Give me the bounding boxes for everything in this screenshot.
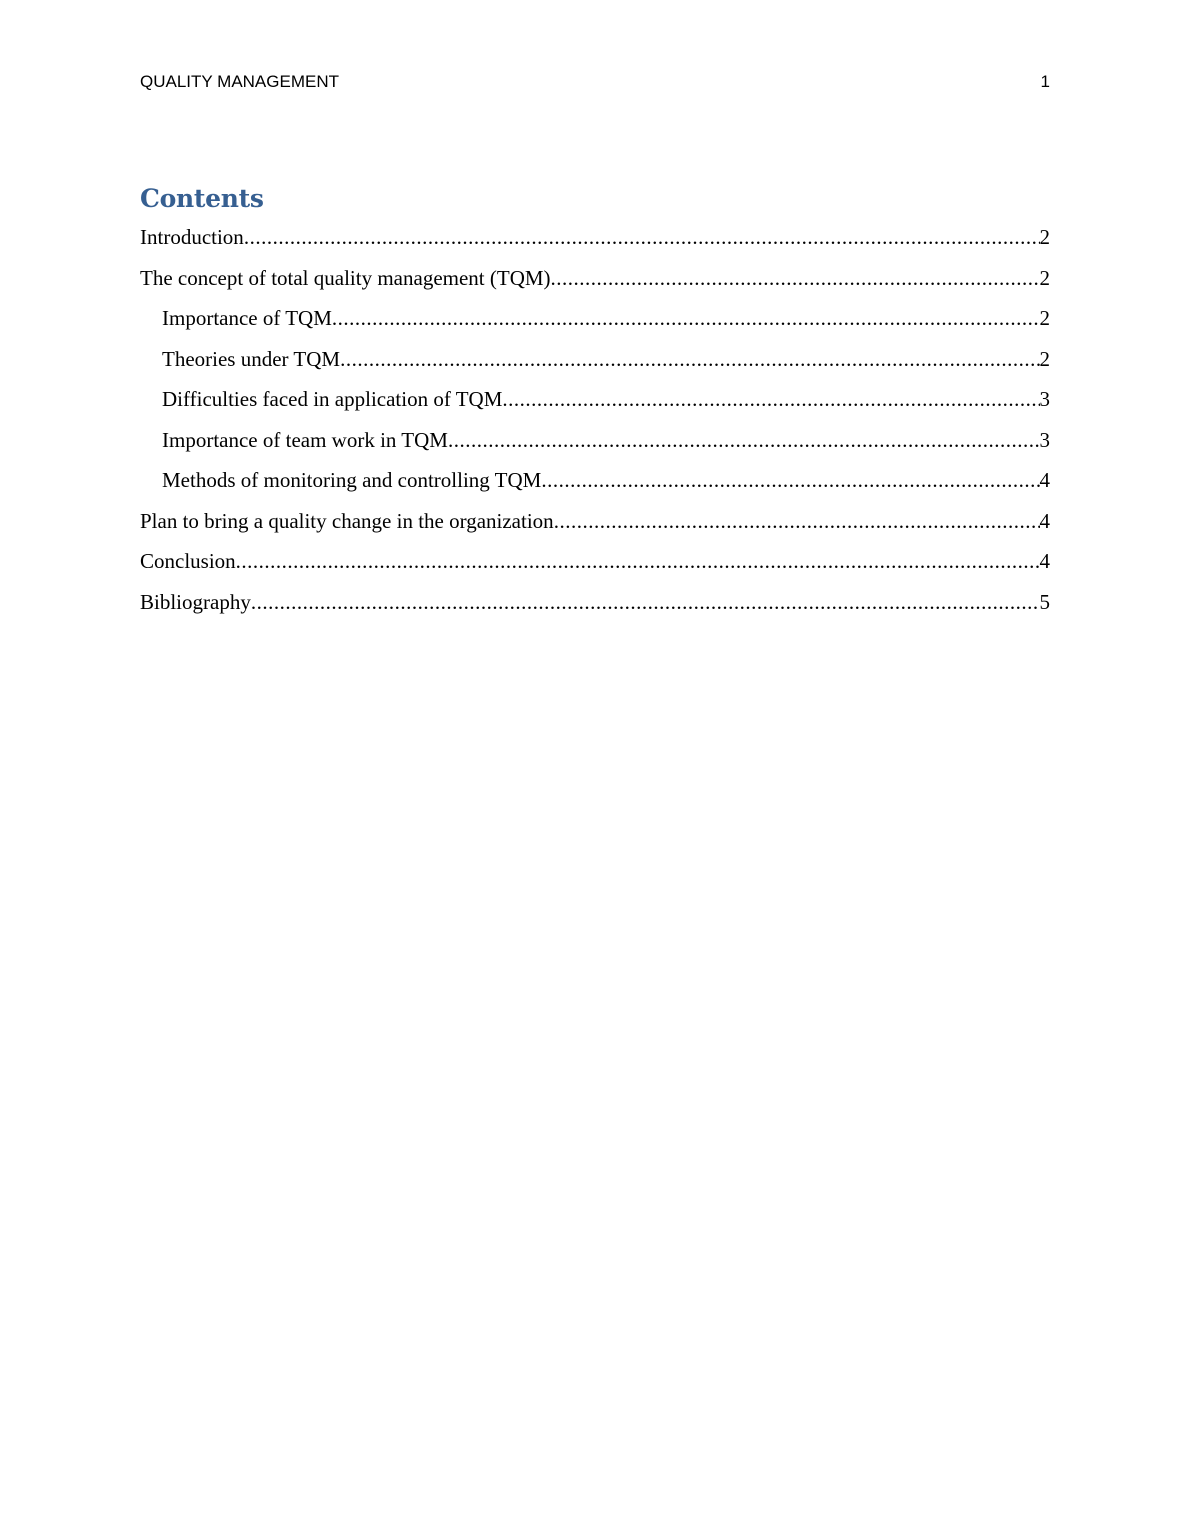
dot-leader — [541, 465, 1039, 495]
page-header — [140, 72, 1050, 96]
dot-leader — [340, 344, 1039, 374]
toc-entry-page: 2 — [1039, 346, 1050, 371]
running-head: QUALITY MANAGEMENT — [140, 72, 339, 91]
toc-entry-label: Importance of team work in TQM — [162, 427, 448, 452]
toc-heading: Contents — [140, 184, 264, 213]
toc-entry-label: Bibliography — [140, 589, 251, 614]
dot-leader — [551, 263, 1040, 293]
toc-entry-introduction[interactable] — [140, 222, 1050, 263]
dot-leader — [244, 222, 1040, 252]
toc-entry-page: 5 — [1039, 589, 1050, 614]
toc-entry-page: 3 — [1039, 427, 1050, 452]
toc-entry-page: 2 — [1039, 265, 1050, 290]
toc-entry-page: 2 — [1039, 306, 1050, 330]
toc-entry-monitoring-and-controlling[interactable] — [140, 465, 1050, 506]
toc-entry-conclusion[interactable] — [140, 546, 1050, 587]
dot-leader — [236, 546, 1040, 576]
toc-entry-label: Importance of TQM — [162, 306, 332, 330]
dot-leader — [554, 506, 1040, 536]
toc-entry-concept-of-tqm[interactable] — [140, 263, 1050, 304]
toc-entry-page: 4 — [1039, 508, 1050, 533]
toc-entry-page: 3 — [1039, 387, 1050, 411]
toc-entry-page: 4 — [1039, 468, 1050, 492]
toc-entry-page: 2 — [1039, 225, 1050, 249]
toc-entry-label: Introduction — [140, 225, 244, 249]
toc-entry-label: Methods of monitoring and controlling TQM — [162, 468, 542, 492]
toc-entry-importance-of-tqm[interactable] — [140, 303, 1050, 344]
toc-entry-label: Plan to bring a quality change in the organization — [140, 508, 554, 533]
toc-entry-difficulties-in-application[interactable] — [140, 384, 1050, 425]
dot-leader — [448, 425, 1040, 455]
page-number: 1 — [1040, 72, 1050, 91]
toc-entry-label: The concept of total quality management (TQM) — [140, 265, 551, 290]
dot-leader — [332, 303, 1040, 333]
toc-entry-team-work-in-tqm[interactable] — [140, 425, 1050, 466]
toc-entry-label: Theories under TQM — [162, 346, 341, 371]
dot-leader — [251, 587, 1040, 617]
toc-entry-label: Difficulties faced in application of TQM — [162, 387, 503, 411]
toc-entry-quality-change-plan[interactable] — [140, 506, 1050, 547]
toc-entry-label: Conclusion — [140, 549, 236, 573]
toc-entry-theories-under-tqm[interactable] — [140, 344, 1050, 385]
toc-entry-page: 4 — [1039, 549, 1050, 573]
dot-leader — [502, 384, 1039, 414]
table-of-contents — [140, 222, 1050, 627]
toc-entry-bibliography[interactable] — [140, 587, 1050, 628]
